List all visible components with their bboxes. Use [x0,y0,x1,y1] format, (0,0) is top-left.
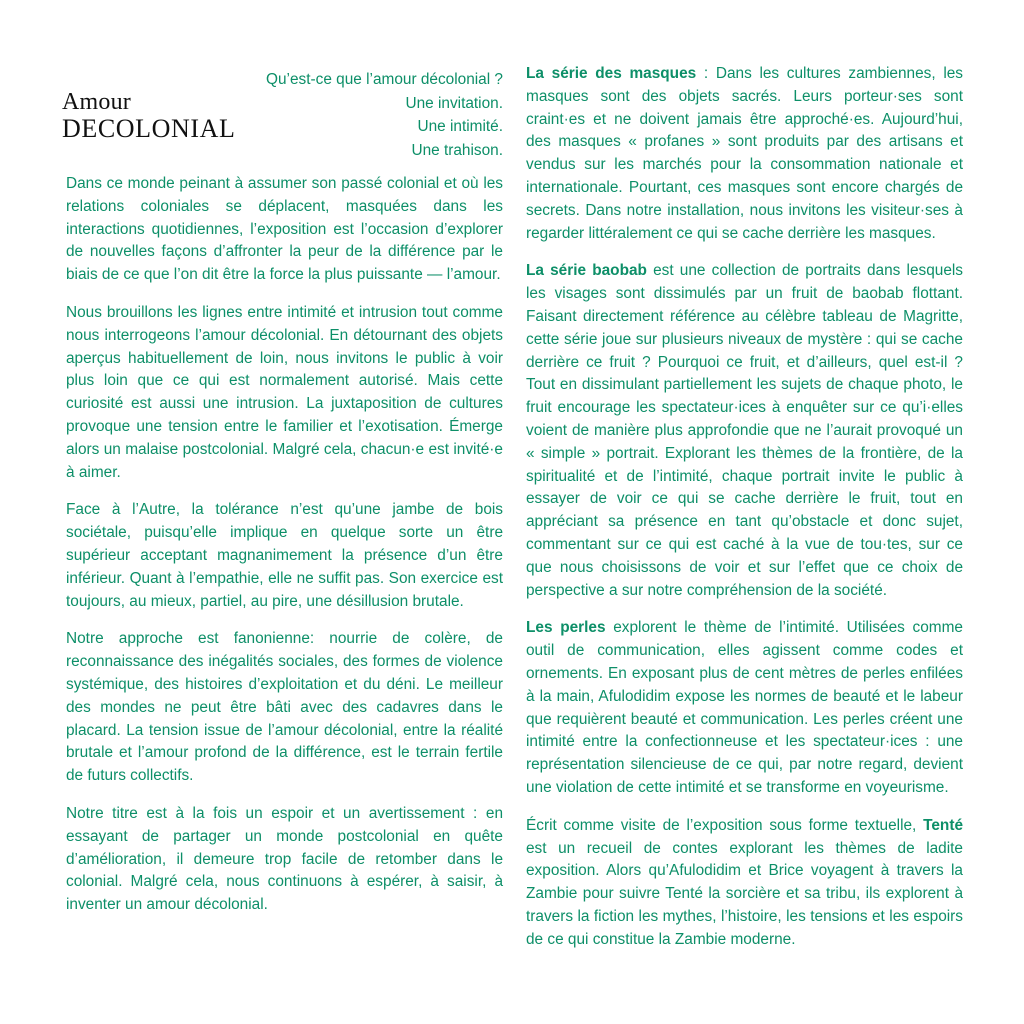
approach-paragraph: Notre approche est fanonienne: nourrie de colère, de reconnaissance des inégalités sociales, des formes de violence systémique, des histoires d’exploitation et du déni. Le meilleur des mondes ne peut être bâti avec des cadavres dans le placard. La tension issue de l’amour décolonial, entre la réalité brutale et l’amour profond de la différence, est le terrain fertile de futurs collectifs. [66,630,503,785]
masks-paragraph [526,63,963,245]
tente-lead: Écrit comme visite de l’exposition sous forme textuelle, [526,816,924,834]
tagline-line: Qu’est-ce que l’amour décolonial ? [266,71,503,88]
tagline [230,68,503,162]
tente-heading: Tenté [923,816,963,834]
masks-heading: La série des masques [526,65,697,82]
baobab-text: est une collection de portraits dans lesquels les visages sont dissimulés par un fruit de baobab flottant. Faisant directement référence au célèbre tableau de Magritte, cette série joue sur plusieurs niveaux de mystère : qui se cache derrière ce fruit ? Pourquoi ce fruit, et d’ailleurs, quel est-il ? Tout en dissimulant partiellement les sujets de chaque photo, le fruit encourage les spectateur·ices à enquêter sur ce qu’i·elles voient de manière plus approfondie que ne l’aurait provoqué un « simple » portrait. Explorant les thèmes de la frontière, de la spiritualité et de l’intimité, chaque portrait invite le public à essayer de voir ce qui se cache derrière le fruit, tout en appréciant sa présence en tant qu’obstacle et donc sujet, commentant sur ce qui est caché à la vue de tou·tes, sur ce que nous choisissons de voir et sur l’effet que ce choix de perspective a sur notre compréhension de la société. [526,262,963,599]
beads-paragraph [526,617,963,799]
intro-paragraph: Dans ce monde peinant à assumer son passé colonial et où les relations coloniales se déplacent, masquées dans les interactions quotidiennes, l’exposition est l’occasion d’explorer de nouvelles façons d’affronter la peur de la différence par le biais de ce que l’on dit être la force la plus puissante — l’amour. [66,175,503,284]
tente-paragraph [526,815,963,952]
logo [62,90,236,142]
logo-line-2: DECOLONIAL [62,114,236,143]
masks-text: : Dans les cultures zambiennes, les masques sont des objets sacrés. Leurs porteur·ses sont craint·es et ne doivent jamais être approché·es. Aujourd’hui, des masques « profanes » sont produits par des artisans et vendus sur les marchés pour la consommation nationale et internationale. Pourtant, ces masques sont encore chargés de secrets. Dans notre installation, nous invitons les visiteur·ses à regarder littéralement ce qui se cache derrière les masques. [526,65,963,242]
tagline-line: Une invitation. [405,94,503,112]
title-paragraph: Notre titre est à la fois un espoir et un avertissement : en essayant de partager un monde postcolonial en quête d’amélioration, il demeure trop facile de retomber dans le colonial. Malgré cela, nous continuons à espérer, à saisir, à inventer un amour décolonial. [66,804,503,914]
baobab-paragraph [526,260,963,602]
tagline-line: Une trahison. [411,141,503,159]
beads-heading: Les perles [526,619,606,637]
baobab-heading: La série baobab [526,262,647,280]
intimacy-paragraph: Nous brouillons les lignes entre intimité et intrusion tout comme nous interrogeons l’amour décolonial. En détournant des objets aperçus habituellement de loin, nous invitons le public à voir plus loin que ce qui est normalement autorisé. Mais cette curiosité est aussi une intrusion. La juxtaposition de cultures provoque une tension entre le familier et l’exotisation. Émerge alors un malaise postcolonial. Malgré cela, chacun·e est invité·e à aimer. [66,303,503,481]
tagline-line: Une intimité. [417,118,503,136]
logo-line-1: Amour [62,89,131,115]
left-column [66,173,503,932]
beads-text: explorent le thème de l’intimité. Utilisées comme outil de communication, elles agissent comme codes et ornements. En exposant plus de cent mètres de perles enfilées à la main, Afulodidim expose les normes de beauté et le labeur que requièrent beauté et communication. Les perles créent une intimité entre la confectionneuse et les spectateur·ices : une représentation silencieuse de ce qui, par notre regard, devient une violation de cette intimité et se transforme en voyeurisme. [526,619,963,796]
right-column [526,63,963,966]
tolerance-paragraph: Face à l’Autre, la tolérance n’est qu’une jambe de bois sociétale, puisqu’elle implique en quelque sorte un être supérieur acceptant magnanimement la présence d’un être inférieur. Quant à l’empathie, elle ne suffit pas. Son exercice est toujours, au mieux, partiel, au pire, une désillusion brutale. [66,501,503,610]
tente-text: est un recueil de contes explorant les thèmes de ladite exposition. Alors qu’Afulodidim et Brice voyagent à travers la Zambie pour suivre Tenté la sorcière et sa tribu, ils explorent à travers la fiction les mythes, l’histoire, les tensions et les espoirs de ce qui constitue la Zambie moderne. [526,839,963,948]
